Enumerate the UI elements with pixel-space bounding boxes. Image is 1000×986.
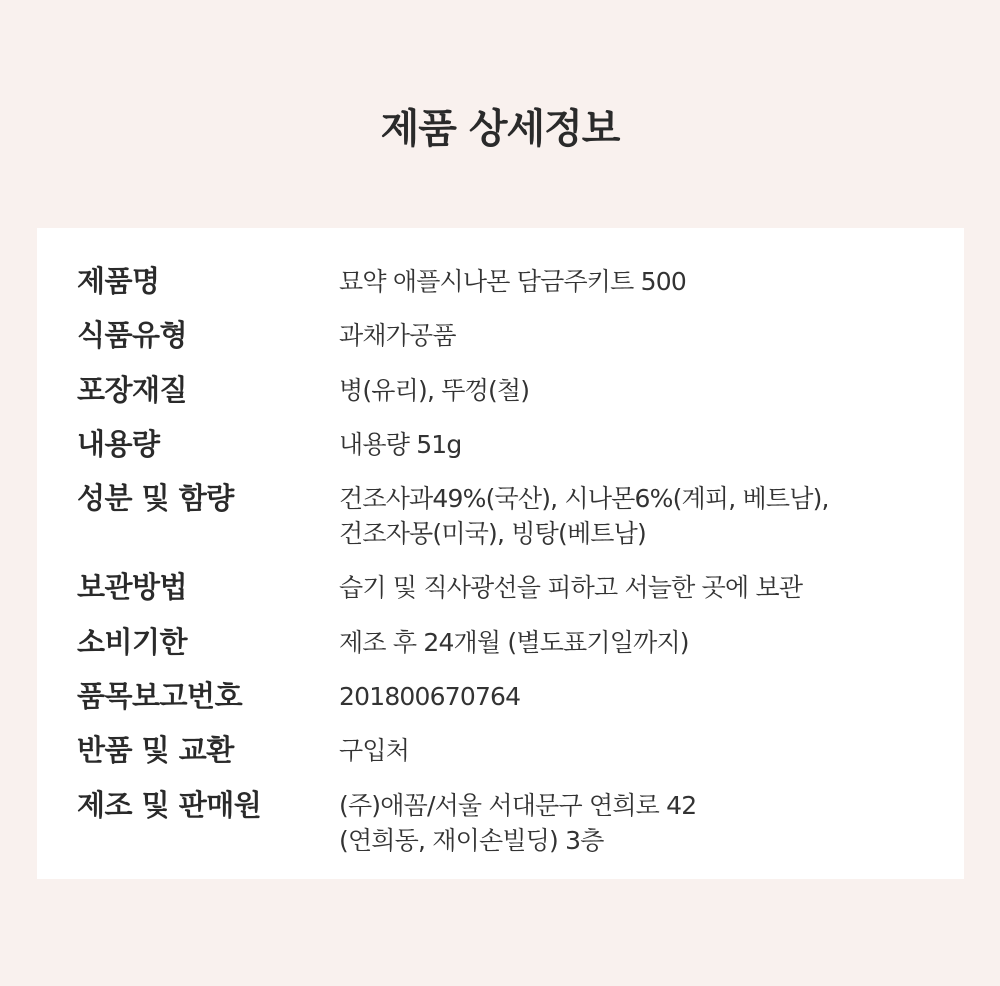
row-storage <box>77 570 937 605</box>
label-expiry: 소비기한 <box>77 624 188 659</box>
label-manufacturer: 제조 및 판매원 <box>77 787 262 822</box>
value-line: 습기 및 직사광선을 피하고 서늘한 곳에 보관 <box>339 573 803 603</box>
value-product-name <box>339 264 937 299</box>
label-report-number: 품목보고번호 <box>77 679 243 714</box>
value-line: 구입처 <box>339 736 410 766</box>
value-report-number <box>339 679 937 714</box>
row-packaging <box>77 373 937 408</box>
value-line: 제조 후 24개월 (별도표기일까지) <box>339 627 689 657</box>
page-title: 제품 상세정보 <box>380 106 620 152</box>
label-food-type: 식품유형 <box>77 318 188 353</box>
label-storage: 보관방법 <box>77 570 188 605</box>
value-returns <box>339 733 937 768</box>
row-report-number <box>77 679 937 714</box>
product-info-table <box>77 264 937 858</box>
value-line: 건조자몽(미국), 빙탕(베트남) <box>339 519 646 549</box>
label-product-name: 제품명 <box>77 264 160 298</box>
value-ingredients <box>339 481 937 551</box>
row-expiry <box>77 625 937 660</box>
value-line: 과채가공품 <box>339 321 456 351</box>
value-line: (주)애꼼/서울 서대문구 연희로 42 <box>339 790 697 820</box>
row-net-content <box>77 427 937 462</box>
value-expiry <box>339 625 937 660</box>
label-ingredients: 성분 및 함량 <box>77 481 234 516</box>
label-returns: 반품 및 교환 <box>77 733 234 768</box>
value-food-type <box>339 318 937 353</box>
row-ingredients <box>77 481 937 551</box>
value-line: (연희동, 재이손빌딩) 3층 <box>339 825 604 855</box>
value-line: 건조사과49%(국산), 시나몬6%(계피, 베트남), <box>339 484 829 514</box>
value-storage <box>339 570 937 605</box>
row-returns <box>77 733 937 768</box>
row-manufacturer <box>77 788 937 858</box>
value-line: 병(유리), 뚜껑(철) <box>339 375 530 405</box>
label-packaging: 포장재질 <box>77 372 188 407</box>
value-line: 201800670764 <box>339 682 521 712</box>
value-manufacturer <box>339 788 937 858</box>
row-product-name <box>77 264 937 299</box>
value-line: 묘약 애플시나몬 담금주키트 500 <box>339 267 686 296</box>
row-food-type <box>77 318 937 353</box>
product-info-card <box>37 228 964 879</box>
value-net-content <box>339 427 937 462</box>
label-net-content: 내용량 <box>77 426 160 461</box>
value-line: 내용량 51g <box>339 429 462 459</box>
value-packaging <box>339 373 937 408</box>
